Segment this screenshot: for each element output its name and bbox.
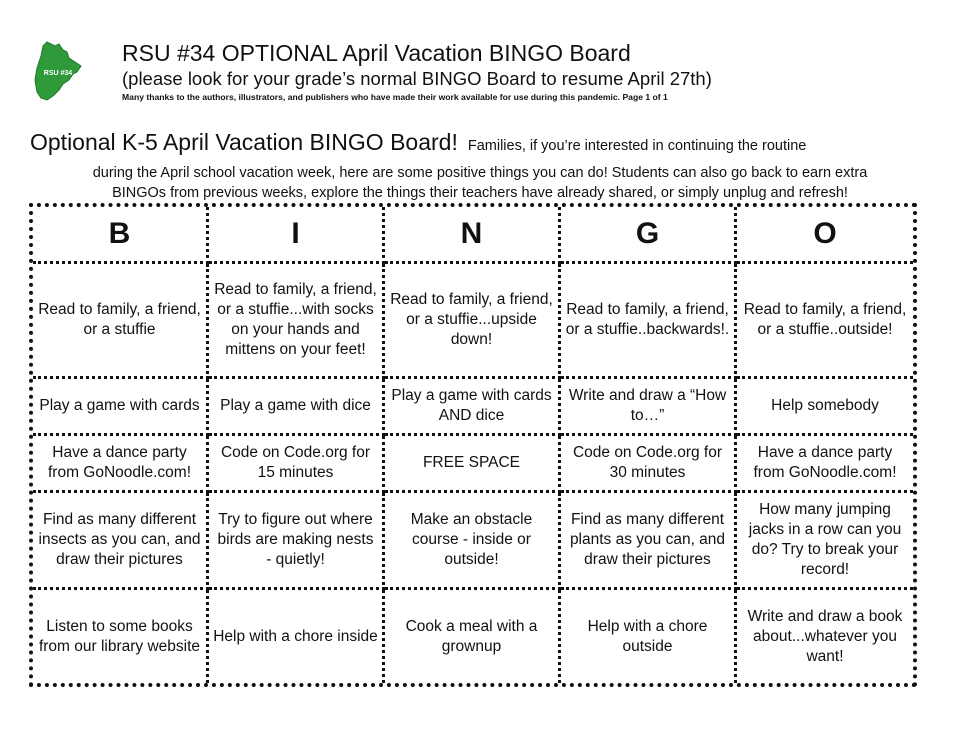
bingo-cell: Play a game with dice xyxy=(209,379,385,436)
bingo-cell: Cook a meal with a grownup xyxy=(385,590,561,683)
bingo-cell: Play a game with cards xyxy=(33,379,209,436)
free-space-cell: FREE SPACE xyxy=(385,436,561,493)
bingo-cell: Try to figure out where birds are making nests - quietly! xyxy=(209,493,385,590)
bingo-cell: Find as many different plants as you can, and draw their pictures xyxy=(561,493,737,590)
column-letter-o: O xyxy=(737,207,913,264)
bingo-cell: Code on Code.org for 15 minutes xyxy=(209,436,385,493)
bingo-cell: Make an obstacle course - inside or outside! xyxy=(385,493,561,590)
bingo-cell: Read to family, a friend, or a stuffie xyxy=(33,264,209,379)
bingo-cell: Write and draw a “How to…” xyxy=(561,379,737,436)
bingo-cell: Write and draw a book about...whatever you want! xyxy=(747,607,903,665)
bingo-cell: Have a dance party from GoNoodle.com! xyxy=(33,436,209,493)
bingo-cell: Read to family, a friend, or a stuffie..outside! xyxy=(737,264,913,379)
bingo-cell: Read to family, a friend, or a stuffie..backwards!. xyxy=(561,264,737,379)
bingo-board xyxy=(29,203,917,687)
thanks-note: Many thanks to the authors, illustrators, and publishers who have made their work available for use during this pandemic. Page 1 of 1 xyxy=(122,92,668,102)
board-heading: Optional K-5 April Vacation BINGO Board! xyxy=(30,129,458,155)
intro-text-3: BINGOs from previous weeks, explore the things their teachers have already shared, or simply unplug and refresh! xyxy=(112,185,848,201)
intro-section xyxy=(30,125,930,203)
bingo-cell: Help somebody xyxy=(737,379,913,436)
page-title: RSU #34 OPTIONAL April Vacation BINGO Board xyxy=(122,40,631,66)
column-letter-b: B xyxy=(33,207,209,264)
bingo-cell: Read to family, a friend, or a stuffie...upside down! xyxy=(385,264,561,379)
intro-text-1: Families, if you’re interested in continuing the routine xyxy=(467,138,807,154)
column-letter-i: I xyxy=(209,207,385,264)
bingo-cell: Play a game with cards AND dice xyxy=(385,379,561,436)
logo-label: RSU #34 xyxy=(43,70,73,77)
bingo-cell: Help with a chore inside xyxy=(209,590,385,683)
column-letter-g: G xyxy=(561,207,737,264)
bingo-cell: Have a dance party from GoNoodle.com! xyxy=(737,436,913,493)
column-letter-n: N xyxy=(385,207,561,264)
bingo-cell: Listen to some books from our library website xyxy=(33,590,209,683)
bingo-cell: Read to family, a friend, or a stuffie...with socks on your hands and mittens on your feet! xyxy=(209,264,385,379)
bingo-cell: Code on Code.org for 30 minutes xyxy=(561,436,737,493)
bingo-cell: How many jumping jacks in a row can you do? Try to break your record! xyxy=(737,493,913,590)
intro-text-2: during the April school vacation week, here are some positive things you can do! Students can also go back to earn extra xyxy=(92,165,868,181)
bingo-cell: Find as many different insects as you can, and draw their pictures xyxy=(33,493,209,590)
intro-first-line xyxy=(30,125,930,163)
bingo-cell: Help with a chore outside xyxy=(561,590,737,683)
page-subtitle: (please look for your grade’s normal BINGO Board to resume April 27th) xyxy=(122,68,712,89)
